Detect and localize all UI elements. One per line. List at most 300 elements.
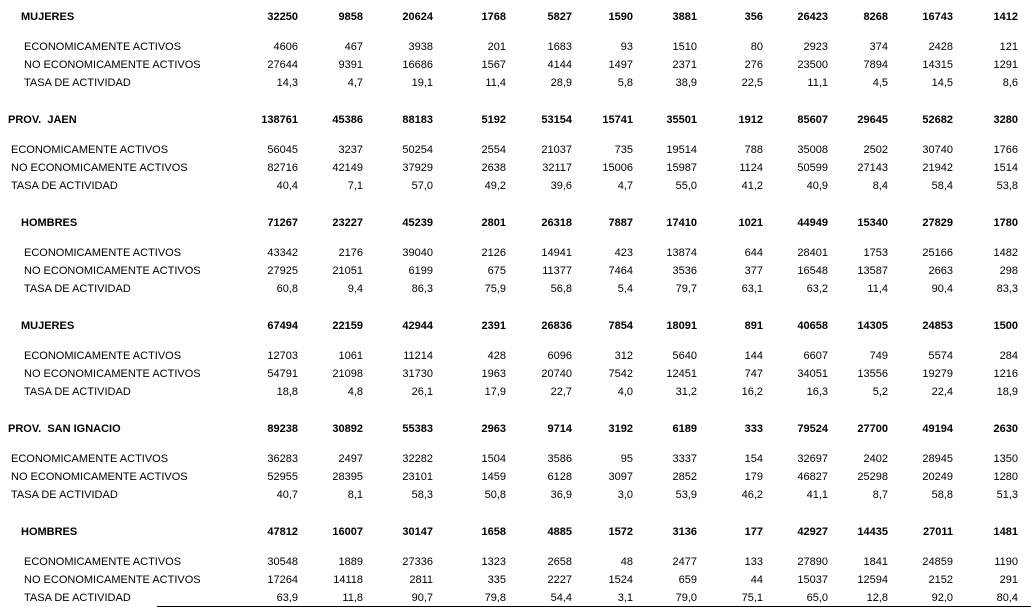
cell-value: 11,4 (867, 283, 888, 295)
cell-value: 48 (620, 556, 633, 568)
cell-value: 2227 (547, 574, 572, 586)
cell-value: 2554 (481, 144, 506, 156)
cell-value: 3536 (672, 265, 697, 277)
table-row (0, 38, 1031, 56)
cell-value: 28401 (797, 247, 828, 259)
cell-value: 144 (744, 350, 763, 362)
cell-value: 659 (678, 574, 697, 586)
cell-value: 423 (614, 247, 633, 259)
cell-value: 284 (999, 350, 1018, 362)
cell-value: 1753 (863, 247, 888, 259)
cell-value: 747 (744, 368, 763, 380)
cell-value: 1061 (338, 350, 363, 362)
cell-value: 1510 (672, 41, 697, 53)
table-row (0, 177, 1031, 195)
section-row (0, 420, 1031, 438)
cell-value: 53,8 (996, 180, 1018, 192)
cell-value: 12703 (267, 350, 298, 362)
cell-value: 1412 (993, 11, 1018, 23)
cell-value: 41,2 (741, 180, 763, 192)
cell-value: 39,6 (550, 180, 572, 192)
cell-value: 5,8 (617, 77, 633, 89)
cell-value: 276 (744, 59, 763, 71)
row-label: TASA DE ACTIVIDAD (24, 77, 131, 89)
cell-value: 1350 (993, 453, 1018, 465)
cell-value: 93 (620, 41, 633, 53)
cell-value: 23500 (797, 59, 828, 71)
cell-value: 22,7 (550, 386, 572, 398)
cell-value: 15741 (602, 114, 633, 126)
cell-value: 5192 (481, 114, 506, 126)
cell-value: 2801 (481, 217, 506, 229)
row-label: ECONOMICAMENTE ACTIVOS (24, 41, 182, 53)
row-spacer (0, 195, 1031, 214)
cell-value: 8,7 (872, 489, 888, 501)
cell-value: 46827 (797, 471, 828, 483)
cell-value: 55,0 (675, 180, 697, 192)
table-row (0, 141, 1031, 159)
cell-value: 1021 (738, 217, 763, 229)
cell-value: 1658 (481, 526, 506, 538)
cell-value: 90,4 (931, 283, 953, 295)
cell-value: 42927 (797, 526, 828, 538)
cell-value: 2638 (481, 162, 506, 174)
cell-value: 36283 (267, 453, 298, 465)
cell-value: 58,3 (411, 489, 433, 501)
cell-value: 12,8 (866, 592, 888, 604)
cell-value: 14435 (857, 526, 888, 538)
table-row (0, 56, 1031, 74)
row-spacer (0, 504, 1031, 523)
cell-value: 31730 (402, 368, 433, 380)
cell-value: 298 (999, 265, 1018, 277)
cell-value: 2811 (409, 574, 433, 586)
row-spacer (0, 26, 1031, 38)
cell-value: 3097 (608, 471, 633, 483)
cell-value: 15037 (797, 574, 828, 586)
cell-value: 21098 (332, 368, 363, 380)
cell-value: 29645 (857, 114, 888, 126)
cell-value: 39040 (402, 247, 433, 259)
cell-value: 27890 (797, 556, 828, 568)
cell-value: 2152 (928, 574, 953, 586)
cell-value: 18,8 (276, 386, 298, 398)
cell-value: 5640 (672, 350, 697, 362)
row-label: TASA DE ACTIVIDAD (24, 386, 131, 398)
cell-value: 1291 (993, 59, 1018, 71)
cell-value: 13556 (857, 368, 888, 380)
cell-value: 79,0 (675, 592, 697, 604)
cell-value: 1190 (994, 556, 1018, 568)
section-row (0, 214, 1031, 232)
cell-value: 428 (487, 350, 506, 362)
section-row (0, 8, 1031, 26)
row-label: NO ECONOMICAMENTE ACTIVOS (24, 265, 201, 277)
table-row (0, 450, 1031, 468)
cell-value: 16,2 (741, 386, 763, 398)
cell-value: 1766 (993, 144, 1018, 156)
cell-value: 1590 (608, 11, 633, 23)
cell-value: 3280 (993, 114, 1018, 126)
cell-value: 28,9 (550, 77, 572, 89)
row-label: ECONOMICAMENTE ACTIVOS (11, 144, 169, 156)
row-label: TASA DE ACTIVIDAD (24, 592, 131, 604)
cell-value: 335 (487, 574, 506, 586)
cell-value: 179 (744, 471, 763, 483)
cell-value: 32697 (797, 453, 828, 465)
cell-value: 3192 (608, 423, 633, 435)
cell-value: 2663 (928, 265, 953, 277)
cell-value: 1459 (481, 471, 506, 483)
table-row (0, 74, 1031, 92)
cell-value: 47812 (267, 526, 298, 538)
table-row (0, 365, 1031, 383)
cell-value: 16743 (922, 11, 953, 23)
cell-value: 35008 (797, 144, 828, 156)
cell-value: 52955 (267, 471, 298, 483)
cell-value: 2923 (803, 41, 828, 53)
row-label: PROV. JAEN (8, 114, 77, 126)
cell-value: 27925 (267, 265, 298, 277)
table-row (0, 486, 1031, 504)
cell-value: 17,9 (484, 386, 506, 398)
row-label: TASA DE ACTIVIDAD (11, 180, 118, 192)
cell-value: 21037 (541, 144, 572, 156)
row-spacer (0, 92, 1031, 111)
cell-value: 6096 (547, 350, 572, 362)
cell-value: 735 (614, 144, 633, 156)
cell-value: 467 (344, 41, 363, 53)
cell-value: 14,5 (931, 77, 953, 89)
cell-value: 50254 (402, 144, 433, 156)
cell-value: 1524 (608, 574, 633, 586)
cell-value: 1572 (608, 526, 633, 538)
cell-value: 1841 (863, 556, 888, 568)
cell-value: 50599 (797, 162, 828, 174)
cell-value: 14941 (541, 247, 572, 259)
cell-value: 3,1 (617, 592, 633, 604)
row-label: HOMBRES (21, 526, 78, 538)
cell-value: 3,0 (617, 489, 633, 501)
cell-value: 65,0 (806, 592, 828, 604)
row-spacer (0, 401, 1031, 420)
cell-value: 749 (869, 350, 888, 362)
cell-value: 7887 (608, 217, 633, 229)
cell-value: 16,3 (806, 386, 828, 398)
cell-value: 23227 (332, 217, 363, 229)
table-row (0, 347, 1031, 365)
cell-value: 40,7 (276, 489, 298, 501)
cell-value: 80,4 (996, 592, 1018, 604)
cell-value: 19514 (666, 144, 697, 156)
cell-value: 30892 (332, 423, 363, 435)
cell-value: 40658 (797, 320, 828, 332)
cell-value: 377 (744, 265, 763, 277)
cell-value: 53154 (541, 114, 572, 126)
cell-value: 63,1 (741, 283, 763, 295)
row-label: ECONOMICAMENTE ACTIVOS (24, 556, 182, 568)
cell-value: 22,4 (931, 386, 953, 398)
cell-value: 60,8 (276, 283, 298, 295)
cell-value: 32250 (267, 11, 298, 23)
row-label: ECONOMICAMENTE ACTIVOS (24, 350, 182, 362)
row-label: MUJERES (21, 11, 75, 23)
cell-value: 58,8 (931, 489, 953, 501)
cell-value: 9714 (547, 423, 572, 435)
cell-value: 52682 (922, 114, 953, 126)
cell-value: 15340 (857, 217, 888, 229)
cell-value: 17410 (666, 217, 697, 229)
cell-value: 16548 (797, 265, 828, 277)
cell-value: 20624 (402, 11, 433, 23)
cell-value: 8,6 (1002, 77, 1018, 89)
cell-value: 11214 (403, 350, 433, 362)
row-label: NO ECONOMICAMENTE ACTIVOS (24, 574, 201, 586)
cell-value: 1567 (481, 59, 506, 71)
row-spacer (0, 335, 1031, 347)
cell-value: 46,2 (741, 489, 763, 501)
section-row (0, 317, 1031, 335)
cell-value: 8268 (863, 11, 888, 23)
cell-value: 6607 (803, 350, 828, 362)
cell-value: 30548 (267, 556, 298, 568)
cell-value: 2658 (547, 556, 572, 568)
row-spacer (0, 438, 1031, 450)
cell-value: 26423 (797, 11, 828, 23)
cell-value: 14118 (333, 574, 363, 586)
cell-value: 40,4 (276, 180, 298, 192)
cell-value: 82716 (267, 162, 298, 174)
cell-value: 79,8 (484, 592, 506, 604)
cell-value: 6199 (408, 265, 433, 277)
cell-value: 26318 (541, 217, 572, 229)
cell-value: 71267 (267, 217, 298, 229)
cell-value: 1323 (481, 556, 506, 568)
cell-value: 43342 (267, 247, 298, 259)
cell-value: 36,9 (550, 489, 572, 501)
cell-value: 45239 (402, 217, 433, 229)
cell-value: 201 (487, 41, 506, 53)
cell-value: 44 (750, 574, 763, 586)
table-row (0, 468, 1031, 486)
cell-value: 5827 (547, 11, 572, 23)
cell-value: 92,0 (931, 592, 953, 604)
cell-value: 28945 (922, 453, 953, 465)
cell-value: 12594 (857, 574, 888, 586)
row-spacer (0, 232, 1031, 244)
cell-value: 15006 (602, 162, 633, 174)
cell-value: 54,4 (550, 592, 572, 604)
cell-value: 55383 (402, 423, 433, 435)
cell-value: 675 (487, 265, 506, 277)
cell-value: 25166 (922, 247, 953, 259)
cell-value: 75,1 (741, 592, 763, 604)
cell-value: 2502 (863, 144, 888, 156)
cell-value: 11,4 (485, 77, 506, 89)
cell-value: 30147 (402, 526, 433, 538)
cell-value: 8,4 (872, 180, 888, 192)
cell-value: 18,9 (996, 386, 1018, 398)
cell-value: 177 (744, 526, 763, 538)
row-label: NO ECONOMICAMENTE ACTIVOS (24, 368, 201, 380)
cell-value: 374 (869, 41, 888, 53)
cell-value: 7464 (608, 265, 633, 277)
cell-value: 44949 (797, 217, 828, 229)
cell-value: 19279 (922, 368, 953, 380)
cell-value: 17264 (267, 574, 298, 586)
cell-value: 79,7 (675, 283, 697, 295)
cell-value: 1500 (993, 320, 1018, 332)
cell-value: 312 (614, 350, 633, 362)
cell-value: 9858 (338, 11, 363, 23)
cell-value: 22159 (332, 320, 363, 332)
cell-value: 2126 (481, 247, 506, 259)
section-row (0, 523, 1031, 541)
cell-value: 22,5 (741, 77, 763, 89)
table-row (0, 383, 1031, 401)
cell-value: 4,5 (872, 77, 888, 89)
cell-value: 11,8 (342, 592, 363, 604)
row-label: HOMBRES (21, 217, 78, 229)
cell-value: 50,8 (484, 489, 506, 501)
row-label: NO ECONOMICAMENTE ACTIVOS (11, 471, 188, 483)
table-row (0, 159, 1031, 177)
cell-value: 1683 (547, 41, 572, 53)
cell-value: 2391 (481, 320, 506, 332)
row-spacer (0, 541, 1031, 553)
cell-value: 1504 (481, 453, 506, 465)
cell-value: 1216 (993, 368, 1018, 380)
cell-value: 788 (744, 144, 763, 156)
cell-value: 57,0 (411, 180, 433, 192)
cell-value: 27700 (857, 423, 888, 435)
cell-value: 2176 (338, 247, 363, 259)
row-label: NO ECONOMICAMENTE ACTIVOS (11, 162, 188, 174)
cell-value: 86,3 (411, 283, 433, 295)
cell-value: 3237 (338, 144, 363, 156)
cell-value: 56045 (267, 144, 298, 156)
cell-value: 5574 (928, 350, 953, 362)
cell-value: 1768 (481, 11, 506, 23)
table-row (0, 553, 1031, 571)
cell-value: 83,3 (996, 283, 1018, 295)
cell-value: 2477 (672, 556, 697, 568)
cell-value: 291 (999, 574, 1018, 586)
cell-value: 20249 (922, 471, 953, 483)
cell-value: 56,8 (550, 283, 572, 295)
cell-value: 24853 (922, 320, 953, 332)
cell-value: 25298 (857, 471, 888, 483)
cell-value: 6189 (672, 423, 697, 435)
row-label: MUJERES (21, 320, 75, 332)
cell-value: 2630 (993, 423, 1018, 435)
cell-value: 4,7 (347, 77, 363, 89)
cell-value: 356 (744, 11, 763, 23)
cell-value: 20740 (541, 368, 572, 380)
cell-value: 42149 (332, 162, 363, 174)
cell-value: 2371 (672, 59, 697, 71)
cell-value: 26836 (541, 320, 572, 332)
table-row (0, 244, 1031, 262)
cell-value: 1963 (481, 368, 506, 380)
cell-value: 1482 (993, 247, 1018, 259)
cell-value: 31,2 (675, 386, 697, 398)
cell-value: 11,1 (807, 77, 828, 89)
cell-value: 67494 (267, 320, 298, 332)
cell-value: 7542 (608, 368, 633, 380)
cell-value: 27143 (857, 162, 888, 174)
cell-value: 89238 (267, 423, 298, 435)
cell-value: 333 (744, 423, 763, 435)
cell-value: 3938 (408, 41, 433, 53)
cell-value: 32282 (402, 453, 433, 465)
row-label: NO ECONOMICAMENTE ACTIVOS (24, 59, 201, 71)
cell-value: 154 (744, 453, 763, 465)
cell-value: 5,4 (617, 283, 633, 295)
cell-value: 3586 (547, 453, 572, 465)
cell-value: 26,1 (411, 386, 433, 398)
row-label: ECONOMICAMENTE ACTIVOS (11, 453, 169, 465)
cell-value: 58,4 (931, 180, 953, 192)
cell-value: 40,9 (806, 180, 828, 192)
cell-value: 49194 (922, 423, 953, 435)
cell-value: 4,8 (347, 386, 363, 398)
cell-value: 85607 (797, 114, 828, 126)
cell-value: 27011 (923, 526, 953, 538)
row-spacer (0, 298, 1031, 317)
cell-value: 1280 (993, 471, 1018, 483)
cell-value: 49,2 (484, 180, 506, 192)
cell-value: 138761 (261, 114, 298, 126)
cell-value: 80 (750, 41, 763, 53)
cell-value: 34051 (797, 368, 828, 380)
table-row (0, 262, 1031, 280)
cell-value: 32117 (542, 162, 572, 174)
cell-value: 53,9 (675, 489, 697, 501)
cell-value: 14315 (922, 59, 953, 71)
cell-value: 1780 (993, 217, 1018, 229)
row-label: ECONOMICAMENTE ACTIVOS (24, 247, 182, 259)
cell-value: 27644 (267, 59, 298, 71)
cell-value: 13587 (857, 265, 888, 277)
cell-value: 644 (744, 247, 763, 259)
table-row (0, 280, 1031, 298)
cell-value: 1481 (993, 526, 1018, 538)
cell-value: 2852 (672, 471, 697, 483)
cell-value: 8,1 (347, 489, 363, 501)
row-label: TASA DE ACTIVIDAD (24, 283, 131, 295)
cell-value: 16686 (402, 59, 433, 71)
cell-value: 3337 (672, 453, 697, 465)
cell-value: 16007 (332, 526, 363, 538)
cell-value: 1889 (338, 556, 363, 568)
cell-value: 9391 (338, 59, 363, 71)
cell-value: 38,9 (675, 77, 697, 89)
table-row (0, 589, 1031, 607)
cell-value: 23101 (402, 471, 433, 483)
cell-value: 4885 (547, 526, 572, 538)
cell-value: 21051 (332, 265, 363, 277)
activity-table (0, 8, 1031, 607)
cell-value: 11377 (542, 265, 572, 277)
cell-value: 2428 (928, 41, 953, 53)
cell-value: 90,7 (411, 592, 433, 604)
row-label: TASA DE ACTIVIDAD (11, 489, 118, 501)
cell-value: 63,9 (276, 592, 298, 604)
cell-value: 95 (620, 453, 633, 465)
cell-value: 891 (744, 320, 763, 332)
cell-value: 13874 (666, 247, 697, 259)
